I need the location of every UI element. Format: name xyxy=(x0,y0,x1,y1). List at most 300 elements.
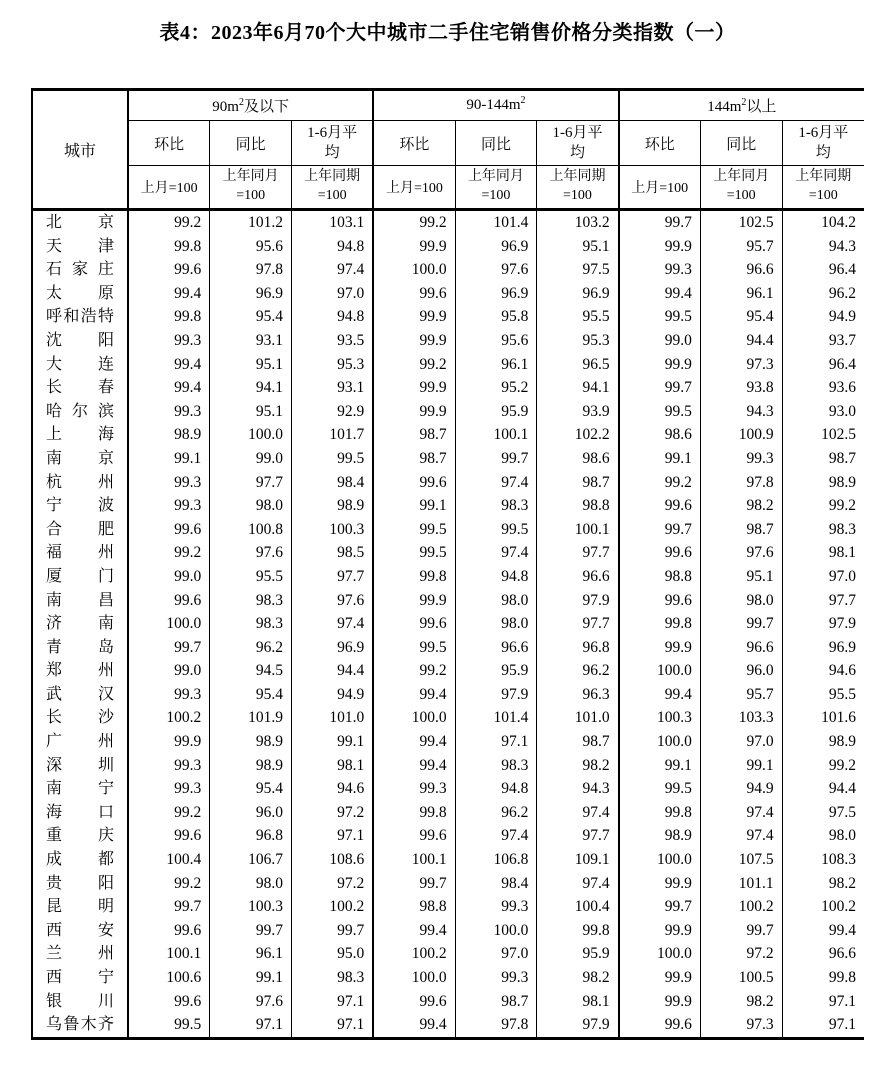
value-cell: 101.9 xyxy=(210,706,292,730)
group-header-144-above: $144m^2$以上 xyxy=(619,90,864,121)
yoy-header: 同比 xyxy=(700,121,782,166)
table-row xyxy=(32,471,864,495)
value-cell: 101.2 xyxy=(210,210,292,235)
value-cell: 104.2 xyxy=(821,214,856,231)
value-cell: 96.1 xyxy=(210,942,292,966)
table-header xyxy=(32,90,864,210)
value-cell: 100.0 xyxy=(373,706,455,730)
value-cell: 97.7 xyxy=(210,471,292,495)
value-cell: 95.5 xyxy=(210,565,292,589)
value-cell: 108.3 xyxy=(821,851,856,869)
table-row xyxy=(32,235,864,259)
table-row xyxy=(32,518,864,542)
value-cell: 95.4 xyxy=(210,683,292,707)
table-row xyxy=(32,777,864,801)
value-cell: 97.1 xyxy=(210,1013,292,1038)
value-cell: 97.7 xyxy=(537,824,619,848)
value-cell: 99.6 xyxy=(128,919,210,943)
group-header-row xyxy=(32,90,864,121)
value-cell: 99.1 xyxy=(373,494,455,518)
value-cell: 93.1 xyxy=(292,376,374,400)
value-cell: 95.4 xyxy=(210,777,292,801)
value-cell: 97.5 xyxy=(537,258,619,282)
city-name: 上海 xyxy=(32,423,128,447)
value-cell: 93.5 xyxy=(292,329,374,353)
value-cell: 99.5 xyxy=(373,518,455,542)
value-cell: 101.0 xyxy=(292,706,374,730)
value-cell: 97.3 xyxy=(700,353,782,377)
value-cell: 100.3 xyxy=(292,518,374,542)
value-cell: 94.9 xyxy=(700,777,782,801)
value-cell: 99.2 xyxy=(619,471,701,495)
value-cell: 99.4 xyxy=(128,376,210,400)
value-cell: 98.7 xyxy=(828,449,856,467)
value-cell: 99.9 xyxy=(373,235,455,259)
value-cell: 100.2 xyxy=(292,895,374,919)
city-name: 兰州 xyxy=(32,942,128,966)
base-avg: 上年同期 =100 xyxy=(292,166,374,210)
city-name: 南宁 xyxy=(32,777,128,801)
value-cell: 98.9 xyxy=(828,473,856,491)
value-cell: 98.1 xyxy=(828,544,856,562)
value-cell: 96.1 xyxy=(455,353,537,377)
value-cell: 97.1 xyxy=(292,824,374,848)
value-cell: 101.6 xyxy=(821,709,856,727)
city-name: 广州 xyxy=(32,730,128,754)
table-row xyxy=(32,919,864,943)
value-cell: 99.5 xyxy=(455,518,537,542)
value-cell: 95.7 xyxy=(700,235,782,259)
value-cell: 97.4 xyxy=(537,872,619,896)
value-cell: 96.9 xyxy=(455,235,537,259)
value-cell: 97.8 xyxy=(700,471,782,495)
value-cell: 100.0 xyxy=(619,848,701,872)
value-cell: 98.7 xyxy=(373,423,455,447)
value-cell: 96.9 xyxy=(828,638,856,656)
value-cell: 98.3 xyxy=(210,612,292,636)
city-name: 呼和浩特 xyxy=(32,305,128,329)
value-cell: 100.1 xyxy=(455,423,537,447)
value-cell: 92.9 xyxy=(292,400,374,424)
value-cell: 100.0 xyxy=(455,919,537,943)
table-row xyxy=(32,848,864,872)
value-cell: 96.6 xyxy=(700,258,782,282)
value-cell: 99.9 xyxy=(619,636,701,660)
value-cell: 99.5 xyxy=(128,1013,210,1038)
city-name: 北京 xyxy=(32,210,128,235)
avg-header: 1-6月平 均 xyxy=(537,121,619,166)
table-row xyxy=(32,683,864,707)
value-cell: 99.8 xyxy=(128,305,210,329)
value-cell: 97.6 xyxy=(210,541,292,565)
value-cell: 99.5 xyxy=(619,305,701,329)
value-cell: 96.6 xyxy=(537,565,619,589)
value-cell: 97.1 xyxy=(292,1013,374,1038)
table-row xyxy=(32,589,864,613)
value-cell: 99.1 xyxy=(128,447,210,471)
table-row xyxy=(32,258,864,282)
value-cell: 97.4 xyxy=(700,801,782,825)
value-cell: 98.3 xyxy=(455,754,537,778)
value-cell: 99.3 xyxy=(128,777,210,801)
city-name: 武汉 xyxy=(32,683,128,707)
value-cell: 95.5 xyxy=(537,305,619,329)
value-cell: 95.3 xyxy=(537,329,619,353)
table-row xyxy=(32,636,864,660)
value-cell: 95.4 xyxy=(210,305,292,329)
value-cell: 94.6 xyxy=(828,662,856,680)
value-cell: 98.4 xyxy=(455,872,537,896)
value-cell: 99.7 xyxy=(128,636,210,660)
group-header-90-144: $90-144m^2$ xyxy=(373,90,618,121)
city-name: 西宁 xyxy=(32,966,128,990)
metric-header-row xyxy=(32,121,864,166)
value-cell: 99.7 xyxy=(128,895,210,919)
value-cell: 96.9 xyxy=(455,282,537,306)
city-name: 沈阳 xyxy=(32,329,128,353)
value-cell: 100.6 xyxy=(128,966,210,990)
value-cell: 99.7 xyxy=(619,376,701,400)
value-cell: 98.9 xyxy=(292,494,374,518)
value-cell: 94.9 xyxy=(292,683,374,707)
value-cell: 94.8 xyxy=(455,565,537,589)
value-cell: 100.0 xyxy=(619,942,701,966)
value-cell: 96.6 xyxy=(455,636,537,660)
value-cell: 95.6 xyxy=(455,329,537,353)
value-cell: 98.7 xyxy=(537,730,619,754)
value-cell: 98.2 xyxy=(537,966,619,990)
value-cell: 99.3 xyxy=(700,447,782,471)
value-cell: 96.2 xyxy=(537,659,619,683)
value-cell: 100.0 xyxy=(373,966,455,990)
avg-header: 1-6月平 均 xyxy=(292,121,374,166)
value-cell: 93.9 xyxy=(537,400,619,424)
table-row xyxy=(32,447,864,471)
value-cell: 101.4 xyxy=(455,706,537,730)
value-cell: 99.5 xyxy=(292,447,374,471)
table-row xyxy=(32,329,864,353)
value-cell: 96.2 xyxy=(455,801,537,825)
table-row xyxy=(32,659,864,683)
value-cell: 97.2 xyxy=(292,801,374,825)
value-cell: 95.1 xyxy=(210,353,292,377)
value-cell: 98.7 xyxy=(537,471,619,495)
value-cell: 98.1 xyxy=(537,990,619,1014)
value-cell: 98.2 xyxy=(537,754,619,778)
value-cell: 99.0 xyxy=(210,447,292,471)
value-cell: 93.0 xyxy=(828,402,856,420)
value-cell: 99.4 xyxy=(828,921,856,939)
value-cell: 99.8 xyxy=(373,801,455,825)
value-cell: 97.8 xyxy=(455,1013,537,1038)
value-cell: 99.9 xyxy=(373,305,455,329)
city-column-header: 城市 xyxy=(32,90,128,210)
table-row xyxy=(32,353,864,377)
city-name: 青岛 xyxy=(32,636,128,660)
base-yoy: 上年同月 =100 xyxy=(210,166,292,210)
superscript: 2 xyxy=(520,95,526,106)
price-index-table xyxy=(31,88,864,1040)
city-name: 杭州 xyxy=(32,471,128,495)
value-cell: 99.6 xyxy=(373,612,455,636)
city-name: 宁波 xyxy=(32,494,128,518)
value-cell: 96.9 xyxy=(210,282,292,306)
value-cell: 98.0 xyxy=(828,827,856,845)
city-name: 郑州 xyxy=(32,659,128,683)
mom-header: 环比 xyxy=(619,121,701,166)
table-row xyxy=(32,706,864,730)
value-cell: 99.7 xyxy=(619,210,701,235)
value-cell: 99.2 xyxy=(373,659,455,683)
value-cell: 96.9 xyxy=(292,636,374,660)
base-avg: 上年同期 =100 xyxy=(537,166,619,210)
table-row xyxy=(32,895,864,919)
value-cell: 97.0 xyxy=(700,730,782,754)
base-mom: 上月=100 xyxy=(619,166,701,210)
value-cell: 100.1 xyxy=(128,942,210,966)
value-cell: 99.5 xyxy=(619,400,701,424)
value-cell: 109.1 xyxy=(537,848,619,872)
value-cell: 94.8 xyxy=(292,305,374,329)
value-cell: 102.5 xyxy=(700,210,782,235)
city-name: 南昌 xyxy=(32,589,128,613)
value-cell: 95.2 xyxy=(455,376,537,400)
value-cell: 97.7 xyxy=(828,591,856,609)
value-cell: 99.7 xyxy=(210,919,292,943)
value-cell: 97.6 xyxy=(455,258,537,282)
value-cell: 99.2 xyxy=(128,541,210,565)
value-cell: 98.6 xyxy=(619,423,701,447)
value-cell: 102.2 xyxy=(537,423,619,447)
base-mom: 上月=100 xyxy=(128,166,210,210)
value-cell: 100.5 xyxy=(700,966,782,990)
value-cell: 96.6 xyxy=(828,945,856,963)
city-name: 乌鲁木齐 xyxy=(32,1013,128,1038)
value-cell: 99.9 xyxy=(373,589,455,613)
value-cell: 99.1 xyxy=(700,754,782,778)
value-cell: 99.6 xyxy=(373,282,455,306)
value-cell: 99.3 xyxy=(128,471,210,495)
value-cell: 98.3 xyxy=(292,966,374,990)
value-cell: 97.1 xyxy=(292,990,374,1014)
value-cell: 100.0 xyxy=(619,659,701,683)
value-cell: 99.3 xyxy=(455,966,537,990)
value-cell: 99.0 xyxy=(128,565,210,589)
table-row xyxy=(32,1013,864,1038)
table-row xyxy=(32,376,864,400)
table-row xyxy=(32,210,864,235)
value-cell: 99.4 xyxy=(619,282,701,306)
city-name: 大连 xyxy=(32,353,128,377)
table-row xyxy=(32,305,864,329)
value-cell: 98.8 xyxy=(537,494,619,518)
value-cell: 97.9 xyxy=(537,1013,619,1038)
table-row xyxy=(32,730,864,754)
value-cell: 99.3 xyxy=(128,329,210,353)
table-row xyxy=(32,612,864,636)
superscript: 2 xyxy=(238,97,244,108)
value-cell: 100.8 xyxy=(210,518,292,542)
value-cell: 100.0 xyxy=(210,423,292,447)
value-cell: 101.1 xyxy=(700,872,782,896)
value-cell: 100.2 xyxy=(373,942,455,966)
value-cell: 99.7 xyxy=(619,895,701,919)
value-cell: 97.6 xyxy=(292,589,374,613)
value-cell: 98.0 xyxy=(210,872,292,896)
value-cell: 99.7 xyxy=(700,612,782,636)
value-cell: 97.0 xyxy=(292,282,374,306)
value-cell: 99.1 xyxy=(210,966,292,990)
value-cell: 100.3 xyxy=(619,706,701,730)
city-name: 银川 xyxy=(32,990,128,1014)
table-row xyxy=(32,541,864,565)
value-cell: 96.4 xyxy=(828,355,856,373)
city-name: 海口 xyxy=(32,801,128,825)
value-cell: 99.6 xyxy=(619,589,701,613)
value-cell: 96.9 xyxy=(537,282,619,306)
value-cell: 99.7 xyxy=(455,447,537,471)
value-cell: 98.8 xyxy=(373,895,455,919)
table-row xyxy=(32,754,864,778)
value-cell: 99.9 xyxy=(619,353,701,377)
value-cell: 97.2 xyxy=(292,872,374,896)
value-cell: 94.4 xyxy=(292,659,374,683)
value-cell: 96.3 xyxy=(537,683,619,707)
value-cell: 101.0 xyxy=(537,706,619,730)
value-cell: 99.5 xyxy=(373,541,455,565)
city-name: 昆明 xyxy=(32,895,128,919)
city-name: 厦门 xyxy=(32,565,128,589)
value-cell: 99.9 xyxy=(373,400,455,424)
table-row xyxy=(32,824,864,848)
city-name: 天津 xyxy=(32,235,128,259)
city-name: 西安 xyxy=(32,919,128,943)
city-name: 哈尔滨 xyxy=(32,400,128,424)
value-cell: 93.7 xyxy=(828,331,856,349)
value-cell: 99.6 xyxy=(619,1013,701,1038)
value-cell: 95.4 xyxy=(700,305,782,329)
mom-header: 环比 xyxy=(373,121,455,166)
value-cell: 97.2 xyxy=(700,942,782,966)
value-cell: 95.9 xyxy=(455,400,537,424)
value-cell: 99.2 xyxy=(128,210,210,235)
city-name: 贵阳 xyxy=(32,872,128,896)
value-cell: 95.1 xyxy=(537,235,619,259)
value-cell: 99.8 xyxy=(128,235,210,259)
value-cell: 99.3 xyxy=(455,895,537,919)
value-cell: 96.1 xyxy=(700,282,782,306)
value-cell: 96.8 xyxy=(210,824,292,848)
value-cell: 96.8 xyxy=(537,636,619,660)
value-cell: 98.0 xyxy=(455,589,537,613)
value-cell: 99.7 xyxy=(373,872,455,896)
value-cell: 99.4 xyxy=(373,683,455,707)
city-name: 济南 xyxy=(32,612,128,636)
value-cell: 99.1 xyxy=(619,447,701,471)
value-cell: 95.3 xyxy=(292,353,374,377)
value-cell: 97.1 xyxy=(455,730,537,754)
value-cell: 99.8 xyxy=(373,565,455,589)
city-name: 福州 xyxy=(32,541,128,565)
table-row xyxy=(32,423,864,447)
value-cell: 99.4 xyxy=(128,353,210,377)
value-cell: 95.5 xyxy=(828,685,856,703)
value-cell: 99.2 xyxy=(373,210,455,235)
yoy-header: 同比 xyxy=(455,121,537,166)
city-name: 石家庄 xyxy=(32,258,128,282)
value-cell: 97.3 xyxy=(700,1013,782,1038)
value-cell: 99.6 xyxy=(128,518,210,542)
value-cell: 93.6 xyxy=(828,379,856,397)
value-cell: 99.6 xyxy=(373,824,455,848)
value-cell: 99.8 xyxy=(619,801,701,825)
value-cell: 97.0 xyxy=(455,942,537,966)
value-cell: 98.6 xyxy=(537,447,619,471)
value-cell: 95.8 xyxy=(455,305,537,329)
yoy-header: 同比 xyxy=(210,121,292,166)
value-cell: 99.9 xyxy=(373,329,455,353)
value-cell: 99.5 xyxy=(373,636,455,660)
value-cell: 99.3 xyxy=(128,400,210,424)
value-cell: 98.4 xyxy=(292,471,374,495)
value-cell: 99.4 xyxy=(128,282,210,306)
value-cell: 94.4 xyxy=(700,329,782,353)
city-name: 深圳 xyxy=(32,754,128,778)
value-cell: 100.2 xyxy=(700,895,782,919)
avg-header: 1-6月平 均 xyxy=(782,121,864,166)
value-cell: 94.1 xyxy=(537,376,619,400)
table-row xyxy=(32,942,864,966)
value-cell: 97.6 xyxy=(700,541,782,565)
value-cell: 99.6 xyxy=(619,541,701,565)
value-cell: 97.1 xyxy=(828,992,856,1010)
value-cell: 99.5 xyxy=(619,777,701,801)
value-cell: 98.9 xyxy=(210,754,292,778)
value-cell: 94.3 xyxy=(700,400,782,424)
value-cell: 99.6 xyxy=(619,494,701,518)
value-cell: 97.4 xyxy=(292,612,374,636)
value-cell: 97.4 xyxy=(292,258,374,282)
city-name: 太原 xyxy=(32,282,128,306)
value-cell: 100.0 xyxy=(373,258,455,282)
value-cell: 99.9 xyxy=(619,919,701,943)
value-cell: 99.2 xyxy=(373,353,455,377)
value-cell: 99.2 xyxy=(828,497,856,515)
value-cell: 96.4 xyxy=(828,261,856,279)
value-cell: 106.7 xyxy=(210,848,292,872)
value-cell: 95.9 xyxy=(455,659,537,683)
value-cell: 99.6 xyxy=(128,258,210,282)
value-cell: 99.6 xyxy=(373,471,455,495)
value-cell: 99.3 xyxy=(128,494,210,518)
value-cell: 99.9 xyxy=(619,872,701,896)
table-row xyxy=(32,282,864,306)
value-cell: 95.9 xyxy=(537,942,619,966)
value-cell: 98.0 xyxy=(210,494,292,518)
value-cell: 98.1 xyxy=(292,754,374,778)
base-avg: 上年同期 =100 xyxy=(782,166,864,210)
value-cell: 99.9 xyxy=(373,376,455,400)
value-cell: 107.5 xyxy=(700,848,782,872)
value-cell: 97.9 xyxy=(537,589,619,613)
value-cell: 99.9 xyxy=(128,730,210,754)
base-header-row xyxy=(32,166,864,210)
value-cell: 99.8 xyxy=(537,919,619,943)
value-cell: 94.9 xyxy=(828,308,856,326)
value-cell: 98.2 xyxy=(700,990,782,1014)
value-cell: 98.7 xyxy=(700,518,782,542)
value-cell: 97.0 xyxy=(828,567,856,585)
